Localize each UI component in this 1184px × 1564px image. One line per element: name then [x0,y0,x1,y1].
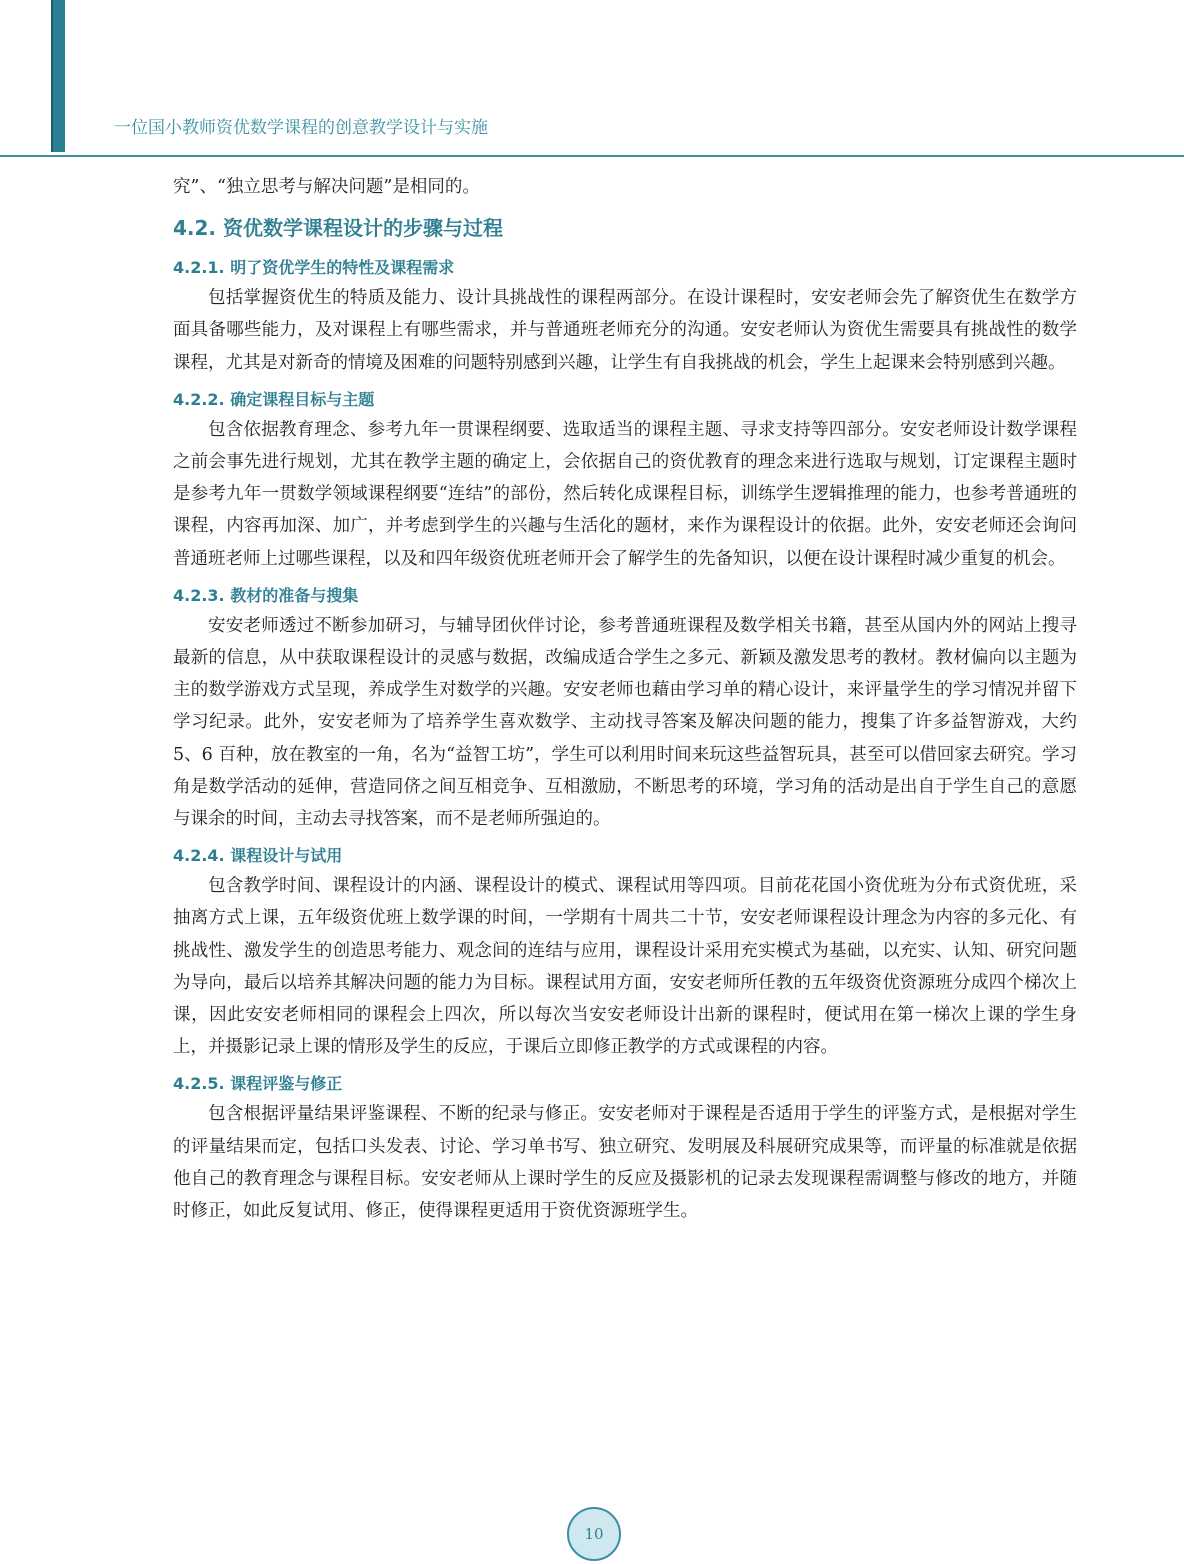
intro-line: 究”、“独立思考与解决问题”是相同的。 [173,177,480,197]
subsection-paragraph-5: 包含根据评量结果评鉴课程、不断的纪录与修正。安安老师对于课程是否适用于学生的评鉴方式，是根据对学生的评量结果而定，包括口头发表、讨论、学习单书写、独立研究、发明展及科展研究成果等，而评量的标准就是依据他自己的教育理念与课程目标。安安老师从上课时学生的反应及摄影机的记录去发现课程需调整与修改的地方，并随时修正，如此反复试用、修正，使得课程更适用于资优资源班学生。 [173,1104,1077,1222]
subsection-title-5: 4.2.5. 课程评鉴与修正 [173,1074,343,1094]
subsection-title-2: 4.2.2. 确定课程目标与主题 [173,389,375,409]
subsection-title-1: 4.2.1. 明了资优学生的特性及课程需求 [173,258,455,278]
page-number: 10 [584,1525,604,1543]
header-accent-bar [51,0,65,152]
subsection-paragraph-2: 包含依据教育理念、参考九年一贯课程纲要、选取适当的课程主题、寻求支持等四部分。安安老师设计数学课程之前会事先进行规划，尤其在教学主题的确定上，会依据自己的资优教育的理念来进行选取与规划，订定课程主题时是参考九年一贯数学领域课程纲要“连结”的部份，然后转化成课程目标，训练学生逻辑推理的能力，也参考普通班的课程，内容再加深、加广，并考虑到学生的兴趣与生活化的题材，来作为课程设计的依据。此外，安安老师还会询问普通班老师上过哪些课程，以及和四年级资优班老师开会了解学生的先备知识，以便在设计课程时减少重复的机会。 [173,419,1077,569]
subsection-paragraph-4: 包含教学时间、课程设计的内涵、课程设计的模式、课程试用等四项。目前花花国小资优班为分布式资优班，采抽离方式上课，五年级资优班上数学课的时间，一学期有十周共二十节，安安老师课程设计理念为内容的多元化、有挑战性、激发学生的创造思考能力、观念间的连结与应用，课程设计采用充实模式为基础，以充实、认知、研究问题为导向，最后以培养其解决问题的能力为目标。课程试用方面，安安老师所任教的五年级资优资源班分成四个梯次上课，因此安安老师相同的课程会上四次，所以每次当安安老师设计出新的课程时，便试用在第一梯次上课的学生身上，并摄影记录上课的情形及学生的反应，于课后立即修正教学的方式或课程的内容。 [173,876,1077,1058]
subsection-title-4: 4.2.4. 课程设计与试用 [173,846,343,866]
section-title: 4.2. 资优数学课程设计的步骤与过程 [173,216,503,241]
subsection-paragraph-3: 安安老师透过不断参加研习，与辅导团伙伴讨论，参考普通班课程及数学相关书籍，甚至从国内外的网站上搜寻最新的信息，从中获取课程设计的灵感与数据，改编成适合学生之多元、新颖及激发思考的教材。教材偏向以主题为主的数学游戏方式呈现，养成学生对数学的兴趣。安安老师也藉由学习单的精心设计，来评量学生的学习情况并留下学习纪录。此外，安安老师为了培养学生喜欢数学、主动找寻答案及解决问题的能力，搜集了许多益智游戏，大约 5、6 百种，放在教室的一角，名为“益智工坊”，学生可以利用时间来玩这些益智玩具，甚至可以借回家去研究。学习角是数学活动的延伸，营造同侪之间互相竞争、互相激励，不断思考的环境，学习角的活动是出自于学生自己的意愿与课余的时间，主动去寻找答案，而不是老师所强迫的。 [173,615,1077,830]
subsection-paragraph-1: 包括掌握资优生的特质及能力、设计具挑战性的课程两部分。在设计课程时，安安老师会先了解资优生在数学方面具备哪些能力，及对课程上有哪些需求，并与普通班老师充分的沟通。安安老师认为资优生需要具有挑战性的数学课程，尤其是对新奇的情境及困难的问题特别感到兴趣，让学生有自我挑战的机会，学生上起课来会特别感到兴趣。 [173,288,1077,373]
page-body [173,171,1077,1227]
subsection-title-3: 4.2.3. 教材的准备与搜集 [173,585,359,605]
page-number-badge [567,1507,621,1561]
running-header-title: 一位国小教师资优数学课程的创意教学设计与实施 [114,118,488,138]
header-divider [0,155,1184,157]
